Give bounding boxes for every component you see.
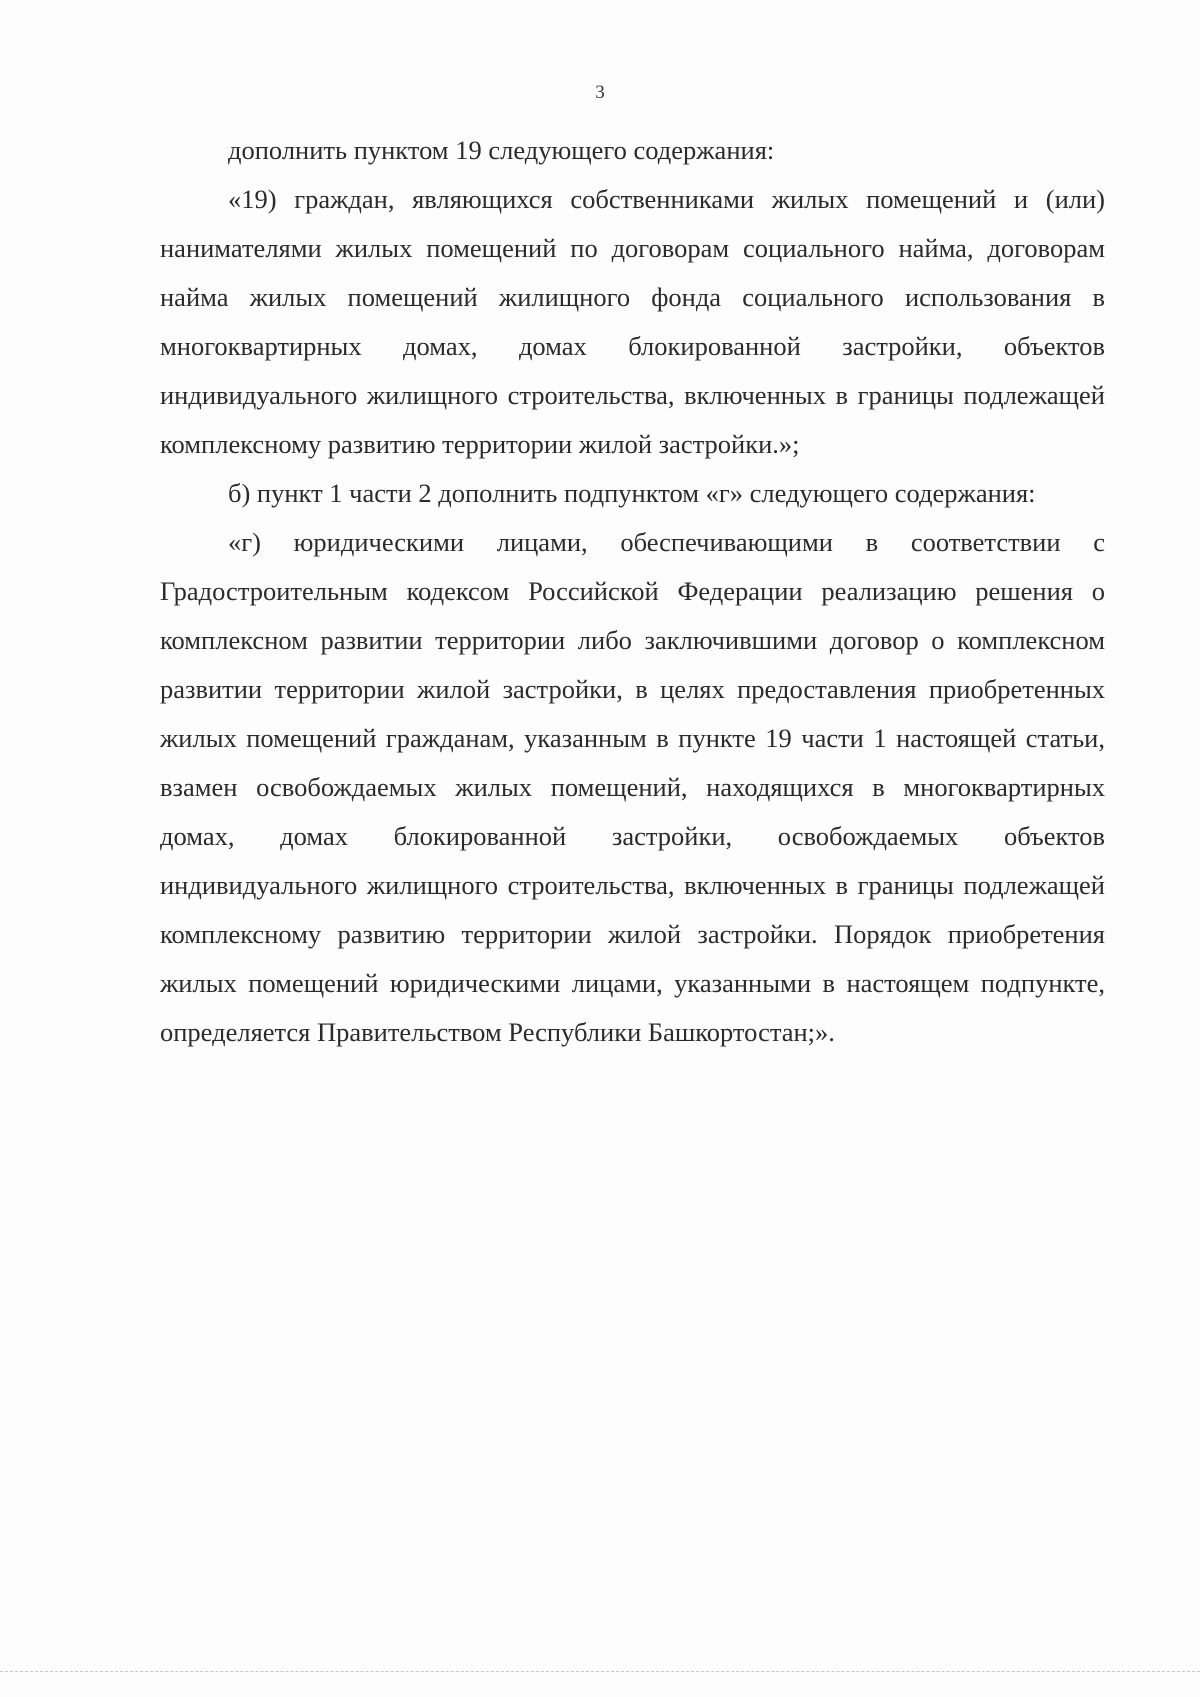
paragraph-subitem-g: «г) юридическими лицами, обеспечивающими в соответствии с Градостроительным кодексом Российской Федерации реализацию решения о комплексном развитии территории либо заключившими договор о комплексном развитии территории жилой застройки, в целях предоставления приобретенных жилых помещений гражданам, указанным в пункте 19 части 1 настоящей статьи, взамен освобождаемых жилых помещений, находящихся в многоквартирных домах, домах блокированной застройки, освобождаемых объектов индивидуального жилищного строительства, включенных в границы подлежащей комплексному развитию территории жилой застройки. Порядок приобретения жилых помещений юридическими лицами, указанными в настоящем подпункте, определяется Правительством Республики Башкортостан;». bbox=[160, 527, 1105, 1047]
paragraph-item-b: б) пункт 1 части 2 дополнить подпунктом «г» следующего содержания: bbox=[228, 478, 1036, 508]
paragraph-intro: дополнить пунктом 19 следующего содержания: bbox=[228, 135, 775, 165]
paragraph-item-19: «19) граждан, являющихся собственниками жилых помещений и (или) нанимателями жилых помещений по договорам социального найма, договорам найма жилых помещений жилищного фонда социального использования в многоквартирных домах, домах блокированной застройки, объектов индивидуального жилищного строительства, включенных в границы подлежащей комплексному развитию территории жилой застройки.»; bbox=[160, 184, 1105, 459]
scan-edge-line bbox=[0, 1671, 1200, 1672]
document-body bbox=[160, 126, 1105, 1057]
page-number: 3 bbox=[595, 82, 605, 103]
